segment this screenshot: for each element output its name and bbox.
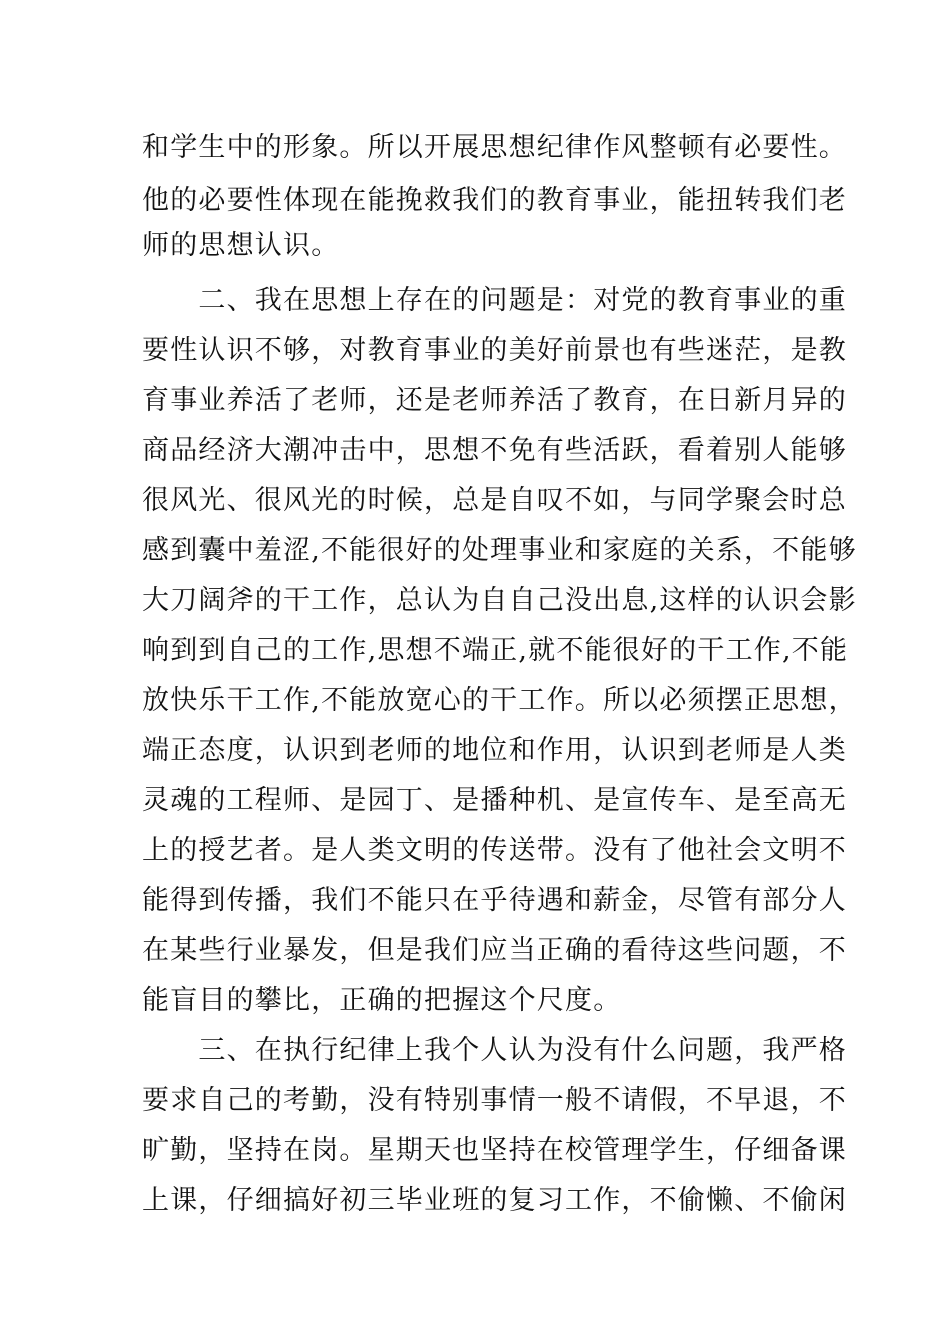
text-line: 和学生中的形象。所以开展思想纪律作风整顿有必要性。 — [142, 132, 847, 163]
text-line: 很风光、很风光的时候，总是自叹不如，与同学聚会时总 — [142, 485, 847, 516]
text-line: 感到囊中羞涩,不能很好的处理事业和家庭的关系，不能够 — [142, 535, 857, 566]
text-line: 商品经济大潮冲击中，思想不免有些活跃，看着别人能够 — [142, 435, 847, 466]
paragraph-2-first-line: 二、我在思想上存在的问题是：对党的教育事业的重 — [142, 285, 847, 316]
text-line: 端正态度，认识到老师的地位和作用，认识到老师是人类 — [142, 735, 847, 766]
text-line: 灵魂的工程师、是园丁、是播种机、是宣传车、是至高无 — [142, 785, 847, 816]
paragraph-3-first-line: 三、在执行纪律上我个人认为没有什么问题，我严格 — [142, 1035, 847, 1066]
text-line: 在某些行业暴发，但是我们应当正确的看待这些问题，不 — [142, 935, 847, 966]
text-line: 能得到传播，我们不能只在乎待遇和薪金，尽管有部分人 — [142, 885, 847, 916]
text-line: 育事业养活了老师，还是老师养活了教育，在日新月异的 — [142, 385, 847, 416]
text-line: 师的思想认识。 — [142, 230, 340, 261]
text-line: 能盲目的攀比，正确的把握这个尺度。 — [142, 985, 622, 1016]
text-line: 放快乐干工作,不能放宽心的干工作。所以必须摆正思想， — [142, 685, 857, 716]
text-line: 要性认识不够，对教育事业的美好前景也有些迷茫，是教 — [142, 335, 847, 366]
text-line: 要求自己的考勤，没有特别事情一般不请假，不早退，不 — [142, 1085, 847, 1116]
text-line: 上课，仔细搞好初三毕业班的复习工作，不偷懒、不偷闲 — [142, 1185, 847, 1216]
text-line: 大刀阔斧的干工作，总认为自自己没出息,这样的认识会影 — [142, 585, 857, 616]
text-line: 上的授艺者。是人类文明的传送带。没有了他社会文明不 — [142, 835, 847, 866]
text-line: 他的必要性体现在能挽救我们的教育事业，能扭转我们老 — [142, 185, 847, 216]
text-line: 旷勤，坚持在岗。星期天也坚持在校管理学生，仔细备课 — [142, 1135, 847, 1166]
text-line: 响到到自己的工作,思想不端正,就不能很好的干工作,不能 — [142, 635, 849, 666]
